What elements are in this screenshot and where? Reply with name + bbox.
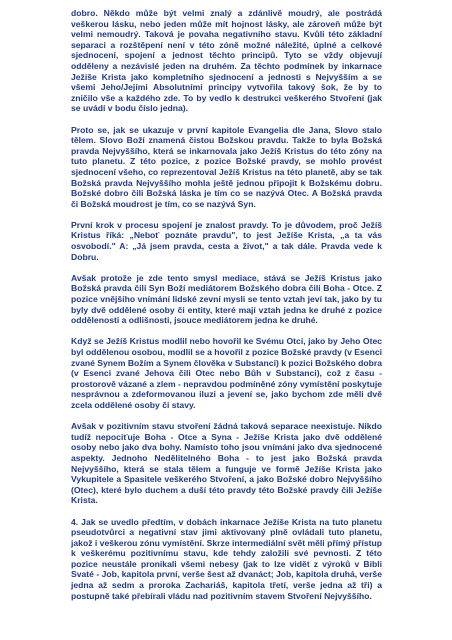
paragraph: Proto se, jak se ukazuje v první kapitole Evangelia dle Jana, Slovo stalo tělem. Slovo Boží znamená čistou Božskou pravdu. Takže to byla Božská pravda Nejvyššího, která se inkarnovala jako Ježíš Kristus do této zóny na tuto planetu. Z této pozice, z pozice Božské pravdy, se mohlo provést sjednocení všeho, co reprezentoval Ježíš Kristus na této planetě, aby se tak Božská pravda Nejvyššího mohla ještě jednou připojit k Božskému dobru. Božské dobro čili Božská láska je tím co se nazývá Otec. A Božská pravda či Božská moudrost je tím, co se nazývá Syn. [71,124,382,209]
paragraph: Avšak protože je zde tento smysl mediace, stává se Ježíš Kristus jako Božská pravda čili Syn Boží mediátorem Božského dobra čili Boha - Otce. Z pozice vnějšího vnímání lidské zevní mysli se tento vztah jeví tak, jako by tu byly dvě oddělené osoby či entity, které mají vztah jedna ke druhé z pozice oddělenosti a odlišnosti, jsouce mediátorem jedna ke druhé. [71,272,382,326]
paragraph: Když se Ježíš Kristus modlil nebo hovořil ke Svému Otci, jako by Jeho Otec byl oddělenou osobou, modlil se a hovořil z pozice Božské pravdy (v Esenci zvané Synem Božím a Synem člověka v Substanci) k pozici Božského dobra (v Esenci zvané Jehova čili Otec nebo Bůh v Substanci), což z času - prostorově vázané a zlem - nepravdou podmíněné zóny vymístění poskytuje nesprávnou a zdeformovanou iluzi a jevení se, jako bychom zde měli dvě zcela oddělené osoby či stavy. [71,336,382,410]
paragraph: První krok v procesu spojení je znalost pravdy. To je důvodem, proč Ježíš Kristus říká: „Neboť poznáte pravdu", to jest Ježíše Krista, „a ta vás osvobodí." A: „Já jsem pravda, cesta a život," a tak dále. Pravda vede k Dobru. [71,219,382,262]
paragraph: Avšak v pozitivním stavu stvoření žádná taková separace neexistuje. Nikdo tudíž nepociťuje Boha - Otce a Syna - Ježíše Krista jako dvě oddělené osoby nebo jako dva bohy. Namísto toho jsou vnímáni jako dva sjednocené aspekty. Jednoho Nedělitelného Boha - to jest jako Božská pravda Nejvyššího, která se stala tělem a funguje ve formě Ježíše Krista jako Vykupitele a Spasitele veškerého Stvoření, a jako Božské dobro Nejvyššího (Otec), které bylo duchem a duší této pravdy této Božské pravdy čili Ježíše Krista. [71,421,382,506]
paragraph: dobro. Někdo může být velmi znalý a zdánlivě moudrý, ale postrádá veškerou lásku, nebo jeden může mít hojnost lásky, ale zároveň může být velmi nemoudrý. Taková je povaha negativního stavu. Kvůli této základní separaci a rozštěpení není v této zóně možné náležité, úplné a celkové sjednocení, spojení a jednost těchto principů. Tyto se vždy objevují odděleny a nezávislé jeden na druhém. Za těchto podmínek by inkarnace Ježíše Krista jako kompletního sjednocení a jednosti s Nejvyšším a se všemi Jeho/Jejími Absolutními principy vytvořila takový šok, že by to zničilo vše a každého zde. To by vedlo k destrukci veškerého Stvoření (jak se uvádí v bodu číslo jedna). [71,8,382,114]
paragraph: 4. Jak se uvedlo předtím, v dobách inkarnace Ježíše Krista na tuto planetu pseudotvůrci a negativní stav jimi aktivovaný plně ovládali tuto planetu, jakož i veškerou zónu vymístění. Skrze intermediální svět měli přímý přístup k veškerému pozitivnímu stavu, kde tehdy založili své pevnosti. Z této pozice neustále pronikali všemi nebesy (jak to lze vidět z výroků v Bibli Svaté - Job, kapitola první, verše šest až dvanáct; Job, kapitola druhá, verše jedna až sedm a proroka Zachariáš, kapitola třetí, verše jedna až tři) a postupně také přebírali vládu nad pozitivním stavem Stvoření Nejvyššího. [71,516,382,601]
